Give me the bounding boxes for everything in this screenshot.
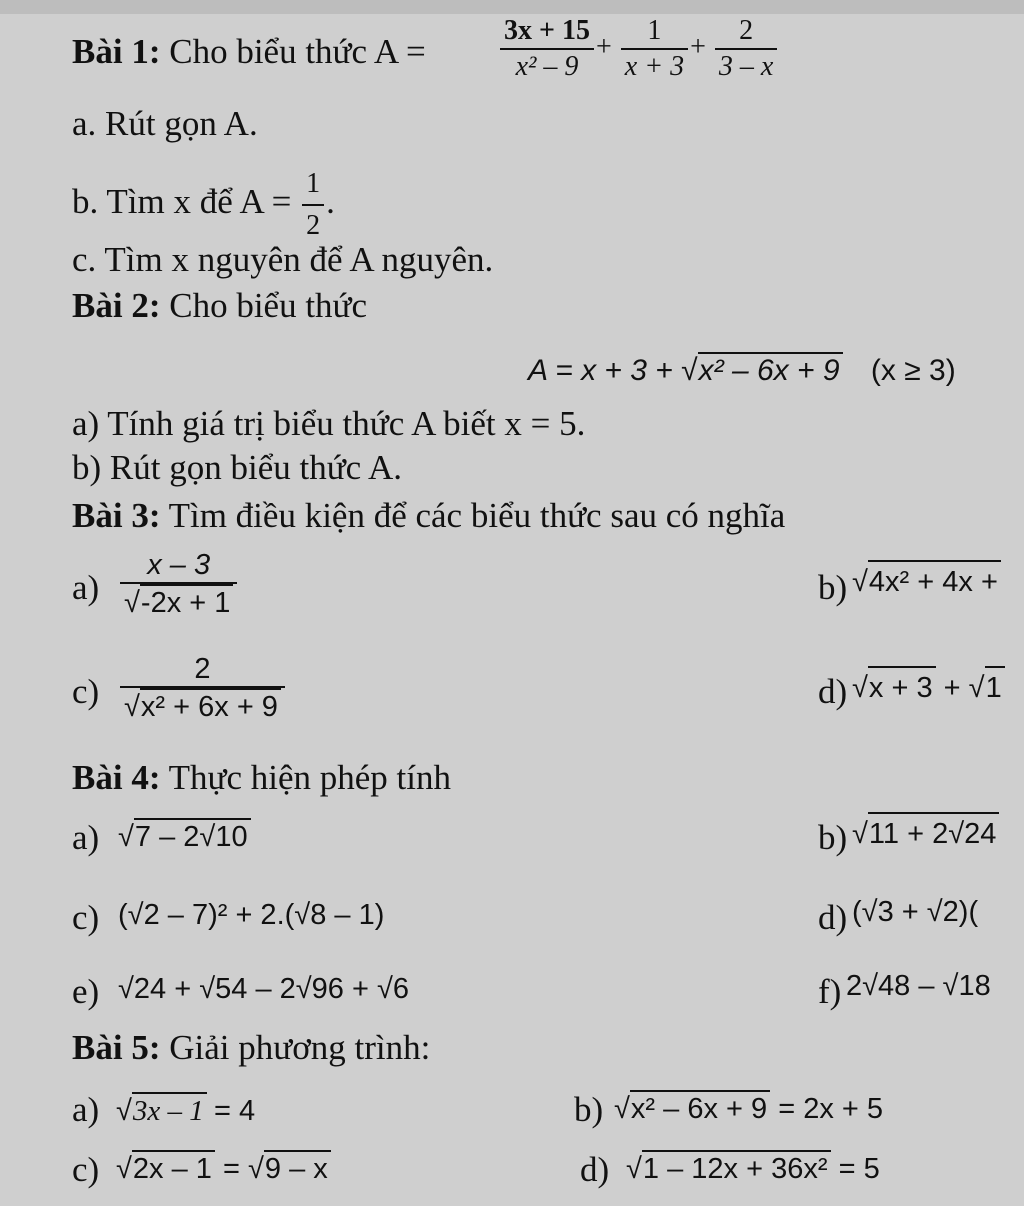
- bai3-b-expr: √4x² + 4x +: [852, 560, 1024, 604]
- bai5-line: [72, 1028, 430, 1068]
- bai5-d-expr: √1 – 12x + 36x² = 5: [626, 1150, 880, 1186]
- bai1-f3-num: 2: [715, 14, 777, 50]
- bai1-b-fraction: [302, 164, 324, 246]
- bai1-f1-num: 3x + 15: [500, 14, 594, 50]
- bai3-a-fraction: [120, 548, 237, 620]
- bai3-d-rad1: x + 3: [868, 666, 936, 708]
- bai3-line: [72, 496, 785, 536]
- bai3-c-num: 2: [120, 652, 285, 688]
- bai1-title: Bài 1:: [72, 32, 161, 71]
- bai5-title: Bài 5:: [72, 1028, 161, 1067]
- bai5-a-expr: √3x – 1 = 4: [116, 1092, 255, 1128]
- bai1-formula: [498, 14, 779, 84]
- bai5-d-rad: 1 – 12x + 36x²: [642, 1150, 831, 1186]
- bai1-c: c. Tìm x nguyên để A nguyên.: [72, 240, 494, 279]
- bai3-d-rad2: 1: [985, 666, 1005, 708]
- bai5-c-rad2: 9 – x: [264, 1150, 331, 1186]
- bai4-line: [72, 758, 451, 798]
- bai4-e-label: e): [72, 972, 100, 1011]
- bai1-b: [72, 164, 335, 246]
- bai3-b-rad: 4x² + 4x +: [868, 560, 1001, 602]
- bai4-e-expr: √24 + √54 – 2√96 + √6: [118, 973, 410, 1005]
- bai3-title: Bài 3:: [72, 496, 161, 535]
- bai5-b-expr: √x² – 6x + 9 = 2x + 5: [614, 1090, 883, 1126]
- bai1-f2-num: 1: [621, 14, 688, 50]
- bai3-c-expr: [118, 652, 287, 724]
- bai5-a-rad: 3x – 1: [132, 1092, 207, 1128]
- bai1-prompt: Cho biểu thức A =: [169, 32, 426, 71]
- bai3-c-den-rad: x² + 6x + 9: [140, 688, 281, 724]
- bai1-fraction-1: [500, 14, 594, 84]
- bai2-prompt: Cho biểu thức: [169, 286, 368, 325]
- bai5-prompt: Giải phương trình:: [169, 1028, 431, 1067]
- bai4-d-expr: (√3 + √2)(: [852, 896, 979, 928]
- bai3-d-plus: +: [943, 672, 961, 704]
- bai5-a-label: a): [72, 1090, 100, 1129]
- bai2-condition: (x ≥ 3): [870, 354, 956, 387]
- bai3-prompt: Tìm điều kiện để các biểu thức sau có nghĩa: [168, 496, 786, 535]
- bai1-plus-2: +: [690, 31, 706, 63]
- bai1-f2-den: x + 3: [624, 51, 685, 82]
- bai4-b-expr: √11 + 2√24: [852, 812, 1024, 856]
- bai3-a-expr: [118, 548, 239, 620]
- bai4-prompt: Thực hiện phép tính: [168, 758, 451, 797]
- bai3-a-num: x – 3: [120, 548, 237, 584]
- bai3-b-label: b): [818, 568, 848, 607]
- bai4-title: Bài 4:: [72, 758, 161, 797]
- bai4-b-rad: 11 + 2√24: [868, 812, 999, 854]
- bai4-c-label: c): [72, 898, 100, 937]
- bai5-b-rad: x² – 6x + 9: [630, 1090, 770, 1126]
- bai2-b: b) Rút gọn biểu thức A.: [72, 448, 403, 487]
- bai1-fraction-2: [621, 14, 688, 84]
- bai2-radical: √x² – 6x + 9: [681, 352, 842, 388]
- bai2-line: [72, 286, 367, 326]
- bai5-c-label: c): [72, 1150, 100, 1189]
- bai1-b-num: 1: [302, 164, 324, 206]
- bai3-a-den-rad: -2x + 1: [140, 584, 233, 620]
- bai4-b-label: b): [818, 818, 848, 857]
- bai3-a-den: √-2x + 1: [120, 584, 237, 620]
- bai4-c-expr: (√2 – 7)² + 2.(√8 – 1): [118, 899, 385, 931]
- bai2-formula-left: A = x + 3 +: [528, 354, 673, 387]
- bai3-d-label: d): [818, 672, 848, 711]
- bai5-b-rhs: = 2x + 5: [778, 1093, 884, 1125]
- bai4-a-expr: √7 – 2√10: [118, 818, 251, 854]
- bai1-b-text: b. Tìm x để A =: [72, 182, 292, 222]
- bai4-f-expr: 2√48 – √18: [846, 970, 991, 1002]
- bai3-c-fraction: $\frac{2}{\text{√x² + 6x + 9}}$: [120, 652, 285, 724]
- bai5-a-rhs: = 4: [214, 1095, 256, 1127]
- bai1-f3-den: 3 – x: [718, 51, 774, 82]
- bai2-radicand: x² – 6x + 9: [698, 352, 843, 388]
- bai1-b-den: 2: [306, 210, 321, 241]
- bai4-a-label: a): [72, 818, 100, 857]
- bai1-f1-den: x² – 9: [515, 51, 579, 82]
- bai3-d-expr: √x + 3 + √1: [852, 666, 1024, 710]
- bai1-b-end: .: [326, 182, 335, 222]
- bai5-b-label: b): [574, 1090, 604, 1129]
- bai5-d-label: d): [580, 1150, 610, 1189]
- bai2-title: Bài 2:: [72, 286, 161, 325]
- top-edge: [0, 0, 1024, 14]
- bai4-a-rad: 7 – 2√10: [134, 818, 251, 854]
- bai1-plus-1: +: [595, 31, 612, 63]
- bai2-formula: [528, 352, 956, 388]
- bai1-a: a. Rút gọn A.: [72, 104, 258, 143]
- bai4-d-label: d): [818, 898, 848, 937]
- bai5-c-rad: 2x – 1: [132, 1150, 215, 1186]
- bai5-c-eq: =: [222, 1153, 240, 1185]
- bai1-fraction-3: [715, 14, 777, 84]
- bai3-c-label: c): [72, 672, 100, 711]
- bai3-a-label: a): [72, 568, 100, 607]
- bai2-a: a) Tính giá trị biểu thức A biết x = 5.: [72, 404, 586, 443]
- bai4-f-label: f): [818, 972, 842, 1011]
- bai1-line: [72, 32, 426, 72]
- bai5-d-rhs: = 5: [838, 1153, 880, 1185]
- bai5-c-expr: √2x – 1 = √9 – x: [116, 1150, 331, 1186]
